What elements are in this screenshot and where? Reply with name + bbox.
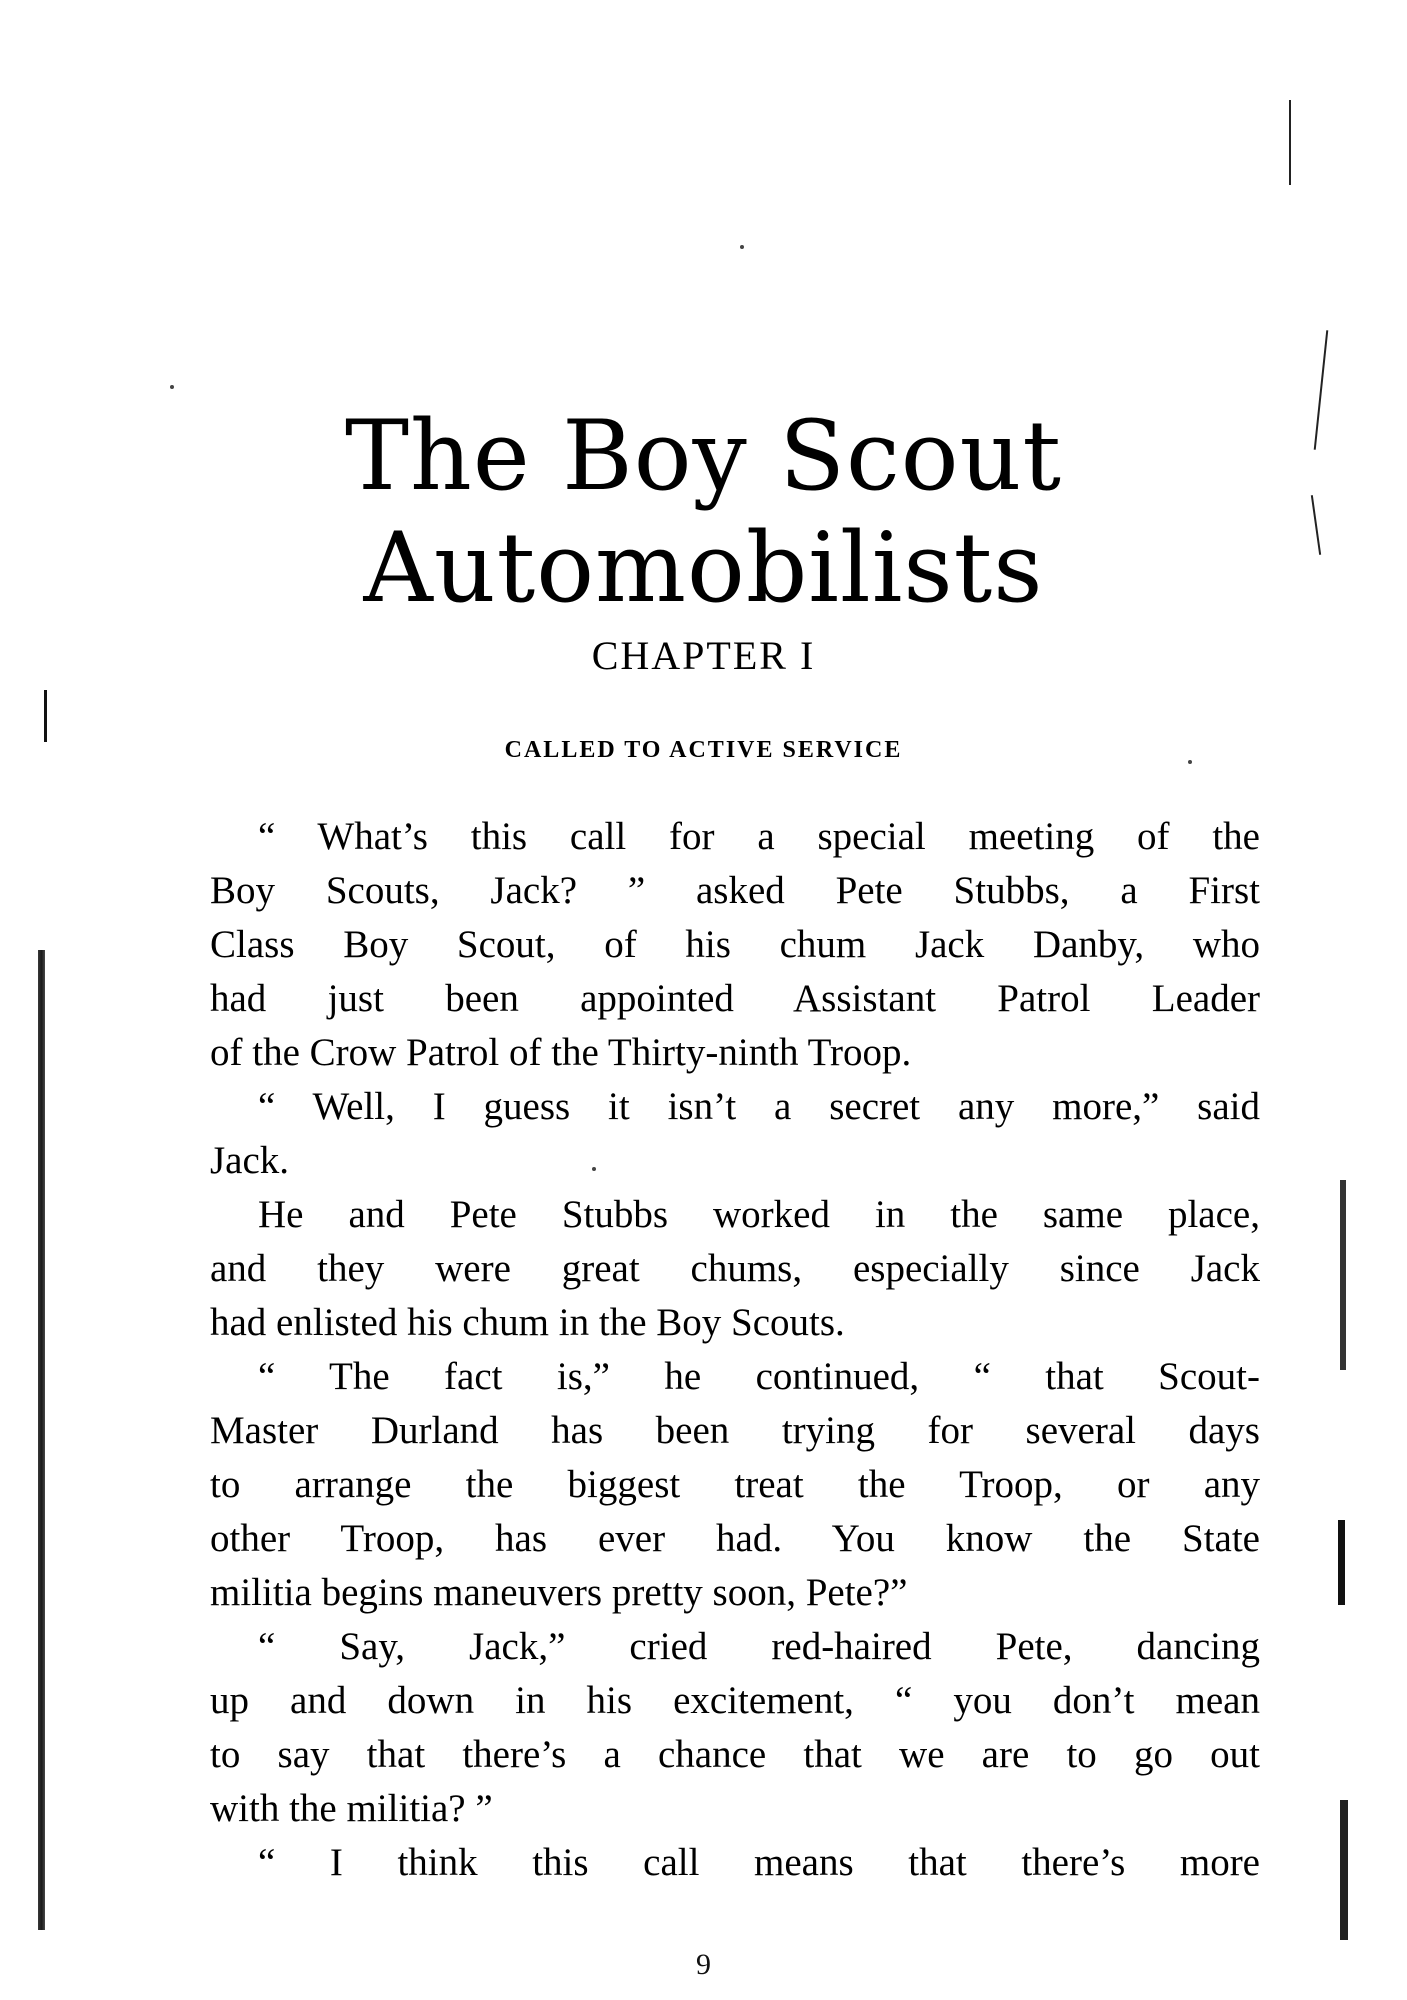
binding-edge-mark: [44, 690, 47, 742]
text-line: and they were great chums, especially since Jack: [210, 1247, 1260, 1290]
chapter-subtitle: CALLED TO ACTIVE SERVICE: [504, 737, 903, 763]
text-line: to arrange the biggest treat the Troop, or any: [210, 1463, 1260, 1506]
book-title-line-2: Automobilists: [363, 512, 1044, 624]
scan-artifact-line: [1338, 1520, 1345, 1605]
text-line: “ What’s this call for a special meeting of the: [258, 815, 1260, 858]
scan-speck: [170, 385, 174, 389]
text-line: Master Durland has been trying for several days: [210, 1409, 1260, 1452]
text-line: Class Boy Scout, of his chum Jack Danby, who: [210, 923, 1260, 966]
scan-artifact-line: [1340, 1800, 1348, 1940]
text-line: Boy Scouts, Jack? ” asked Pete Stubbs, a First: [210, 869, 1260, 912]
text-line: had enlisted his chum in the Boy Scouts.: [210, 1301, 845, 1344]
body-text: [210, 810, 1260, 1890]
page-number: 9: [696, 1948, 711, 1981]
text-line: up and down in his excitement, “ you don’t mean: [210, 1679, 1260, 1722]
text-line: had just been appointed Assistant Patrol Leader: [210, 977, 1260, 1020]
text-line: “ Well, I guess it isn’t a secret any more,” said: [258, 1085, 1260, 1128]
scan-speck: [740, 245, 744, 249]
text-line: militia begins maneuvers pretty soon, Pete?”: [210, 1571, 908, 1614]
scan-artifact-line: [1289, 100, 1291, 185]
chapter-heading: CHAPTER I: [591, 633, 816, 678]
text-line: “ The fact is,” he continued, “ that Scout-: [258, 1355, 1260, 1398]
binding-edge-shadow: [38, 950, 45, 1930]
text-line: He and Pete Stubbs worked in the same place,: [258, 1193, 1260, 1236]
text-line: other Troop, has ever had. You know the State: [210, 1517, 1260, 1560]
book-title-line-1: The Boy Scout: [344, 400, 1062, 512]
text-line: “ Say, Jack,” cried red-haired Pete, dancing: [258, 1625, 1260, 1668]
text-line: of the Crow Patrol of the Thirty-ninth Troop.: [210, 1031, 912, 1074]
text-line: Jack.: [210, 1139, 290, 1182]
text-line: “ I think this call means that there’s more: [258, 1841, 1260, 1884]
text-line: with the militia? ”: [210, 1787, 493, 1830]
text-line: to say that there’s a chance that we are to go out: [210, 1733, 1260, 1776]
scan-artifact-line: [1340, 1180, 1346, 1370]
